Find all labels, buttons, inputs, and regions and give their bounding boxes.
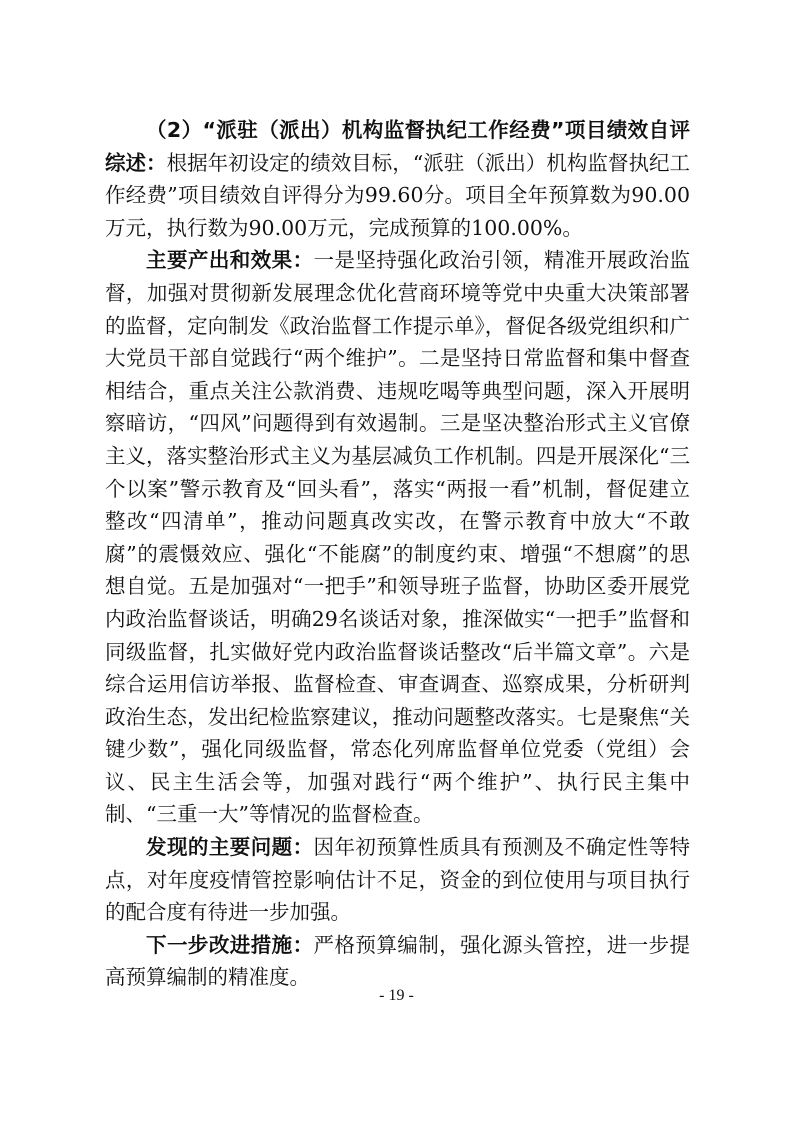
outputs-paragraph [105, 244, 690, 831]
problems-paragraph [105, 831, 690, 929]
summary-paragraph [105, 114, 690, 244]
outputs-text: 一是坚持强化政治引领，精准开展政治监督，加强对贯彻新发展理念优化营商环境等党中央重大决策部署的监督，定向制发《政治监督工作提示单》，督促各级党组织和广大党员干部自觉践行“两个维护”。二是坚持日常监督和集中督查相结合，重点关注公款消费、违规吃喝等典型问题，深入开展明察暗访，“四风”问题得到有效遏制。三是坚决整治形式主义官僚主义，落实整治形式主义为基层减负工作机制。四是开展深化“三个以案”警示教育及“回头看”，落实“两报一看”机制，督促建立整改“四清单”，推动问题真改实改，在警示教育中放大“不敢腐”的震慑效应、强化“不能腐”的制度约束、增强“不想腐”的思想自觉。五是加强对“一把手”和领导班子监督，协助区委开展党内政治监督谈话，明确29名谈话对象，推深做实“一把手”监督和同级监督，扎实做好党内政治监督谈话整改“后半篇文章”。六是综合运用信访举报、监督检查、审查调查、巡察成果，分析研判政治生态，发出纪检监察建议，推动问题整改落实。七是聚焦“关键少数”，强化同级监督，常态化列席监督单位党委（党组）会议、民主生活会等，加强对践行“两个维护”、执行民主集中制、“三重一大”等情况的监督检查。 [105, 248, 691, 827]
improvements-text: 严格预算编制，强化源头管控，进一步提高预算编制的精准度。 [105, 932, 691, 990]
document-body [105, 114, 690, 994]
problems-text: 因年初预算性质具有预测及不确定性等特点，对年度疫情管控影响估计不足，资金的到位使用与项目执行的配合度有待进一步加强。 [105, 835, 691, 925]
outputs-label: 主要产出和效果： [146, 248, 314, 273]
summary-text: 根据年初设定的绩效目标，“派驻（派出）机构监督执纪工作经费”项目绩效自评得分为99.60分。项目全年预算数为90.00万元，执行数为90.00万元，完成预算的100.00%。 [105, 150, 691, 240]
page-number: - 19 - [379, 987, 414, 1004]
improvements-paragraph [105, 929, 690, 994]
improvements-label: 下一步改进措施： [146, 932, 314, 957]
summary-title: （2）“派驻（派出）机构监督执纪工作经费”项目绩效自评综述： [105, 118, 690, 175]
problems-label: 发现的主要问题： [146, 835, 314, 860]
